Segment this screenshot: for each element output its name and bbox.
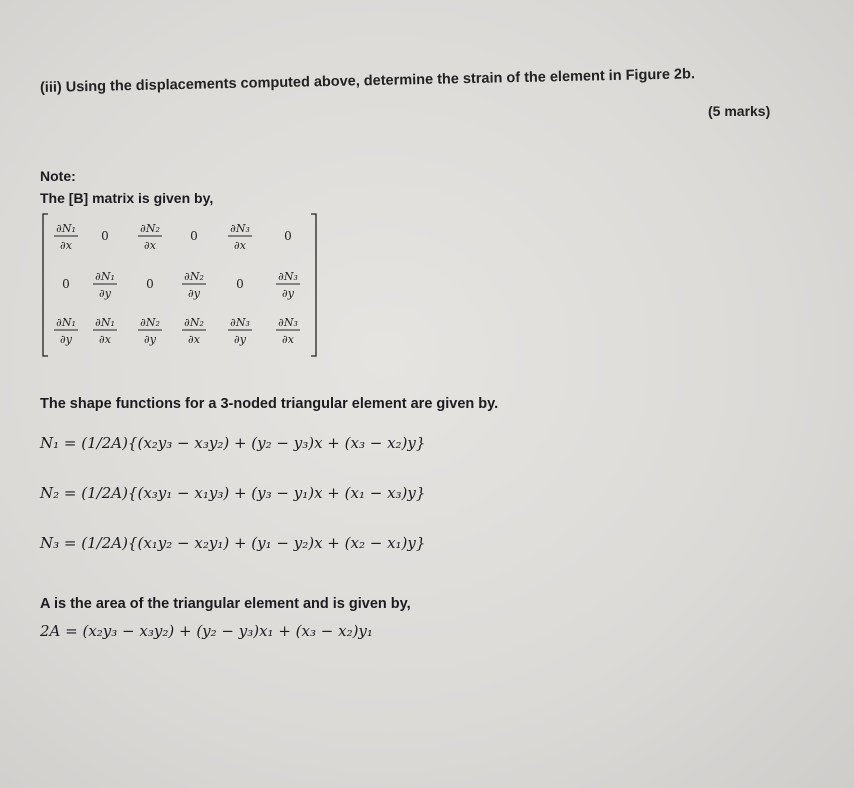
matrix-numerator: ∂N₃ xyxy=(278,270,298,283)
matrix-entry: 0 xyxy=(190,229,198,243)
matrix-denominator: ∂x xyxy=(188,333,200,346)
shape-function-n2: N₂ = (1/2A){(x₃y₁ − x₁y₃) + (y₃ − y₁)x + (x₁ − x₃)y} xyxy=(40,484,426,502)
matrix-denominator: ∂y xyxy=(144,333,156,346)
matrix-entry: 0 xyxy=(236,277,244,291)
b-matrix-cell xyxy=(182,270,206,300)
b-matrix-intro: The [B] matrix is given by, xyxy=(40,190,214,206)
b-matrix-cell xyxy=(284,229,292,243)
matrix-right-bracket xyxy=(311,214,316,356)
area-formula: 2A = (x₂y₃ − x₃y₂) + (y₂ − y₃)x₁ + (x₃ − x₂)y₁ xyxy=(40,622,373,640)
matrix-denominator: ∂y xyxy=(188,287,200,300)
note-title: Note: xyxy=(40,168,76,184)
b-matrix-cell xyxy=(236,277,244,291)
b-matrix-cell xyxy=(228,222,252,252)
b-matrix-cell xyxy=(146,277,154,291)
shape-function-n3: N₃ = (1/2A){(x₁y₂ − x₂y₁) + (y₁ − y₂)x + (x₂ − x₁)y} xyxy=(40,534,426,552)
shape-functions-intro: The shape functions for a 3-noded triangular element are given by. xyxy=(40,396,499,412)
matrix-denominator: ∂y xyxy=(234,333,246,346)
matrix-denominator: ∂x xyxy=(60,239,72,252)
b-matrix-cell xyxy=(62,277,70,291)
matrix-entry: 0 xyxy=(284,229,292,243)
b-matrix-cell xyxy=(93,270,117,300)
matrix-numerator: ∂N₁ xyxy=(95,316,115,329)
matrix-numerator: ∂N₁ xyxy=(56,222,76,235)
b-matrix-cell xyxy=(138,316,162,346)
b-matrix-cell xyxy=(101,229,109,243)
question-text: (iii) Using the displacements computed above, determine the strain of the element in Figure 2b. xyxy=(39,66,696,96)
matrix-entry: 0 xyxy=(62,277,70,291)
b-matrix-cell xyxy=(93,316,117,346)
matrix-numerator: ∂N₃ xyxy=(230,222,250,235)
matrix-entry: 0 xyxy=(146,277,154,291)
b-matrix-cell xyxy=(228,316,252,346)
matrix-numerator: ∂N₂ xyxy=(184,270,204,283)
matrix-denominator: ∂x xyxy=(99,333,111,346)
matrix-denominator: ∂x xyxy=(144,239,156,252)
b-matrix-cell xyxy=(182,316,206,346)
matrix-numerator: ∂N₁ xyxy=(95,270,115,283)
matrix-left-bracket xyxy=(43,214,48,356)
matrix-denominator: ∂x xyxy=(282,333,294,346)
matrix-numerator: ∂N₂ xyxy=(184,316,204,329)
matrix-denominator: ∂y xyxy=(99,287,111,300)
matrix-numerator: ∂N₂ xyxy=(140,222,160,235)
b-matrix xyxy=(42,212,317,358)
matrix-denominator: ∂y xyxy=(282,287,294,300)
b-matrix-cell xyxy=(54,316,78,346)
matrix-numerator: ∂N₁ xyxy=(56,316,76,329)
b-matrix-cell xyxy=(190,229,198,243)
matrix-numerator: ∂N₃ xyxy=(278,316,298,329)
matrix-numerator: ∂N₃ xyxy=(230,316,250,329)
b-matrix-cell xyxy=(54,222,78,252)
b-matrix-cell xyxy=(276,316,300,346)
b-matrix-cell xyxy=(138,222,162,252)
shape-function-n1: N₁ = (1/2A){(x₂y₃ − x₃y₂) + (y₂ − y₃)x + (x₃ − x₂)y} xyxy=(40,434,426,452)
matrix-denominator: ∂y xyxy=(60,333,72,346)
matrix-entry: 0 xyxy=(101,229,109,243)
b-matrix-cell xyxy=(276,270,300,300)
marks-label: (5 marks) xyxy=(708,103,771,119)
matrix-denominator: ∂x xyxy=(234,239,246,252)
matrix-numerator: ∂N₂ xyxy=(140,316,160,329)
area-intro: A is the area of the triangular element and is given by, xyxy=(40,596,411,612)
